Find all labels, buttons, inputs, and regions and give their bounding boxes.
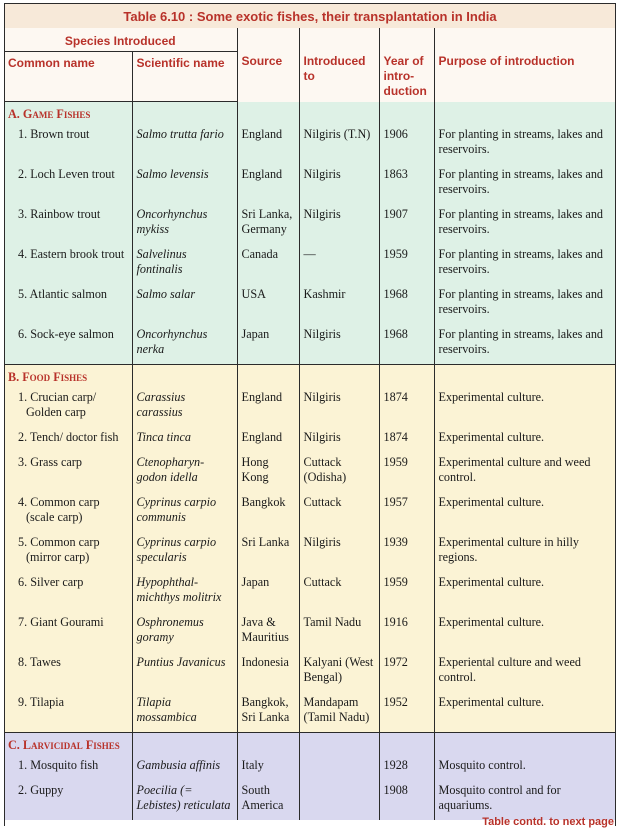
table-row [4,204,616,244]
common-name-cell: 8. Tawes [4,652,132,692]
source-cell: England [237,164,299,204]
source-cell: Japan [237,324,299,365]
header-row-top [4,28,616,52]
source-cell: Hong Kong [237,452,299,492]
scientific-name-cell: Tilapia mossambica [132,692,237,733]
empty-cell [299,102,379,125]
year-cell: 1968 [379,284,434,324]
continuation-note: Table contd. to next page [482,816,614,828]
section-header-row [4,102,616,125]
year-cell: 1906 [379,124,434,164]
table-row [4,427,616,452]
source-cell: Italy [237,755,299,780]
table-row [4,124,616,164]
scientific-name-cell: Ctenopharyn-godon idella [132,452,237,492]
scientific-name-cell: Tinca tinca [132,427,237,452]
table-row [4,452,616,492]
empty-cell [132,733,237,756]
table-row [4,532,616,572]
introduced-to-cell: Cuttack [299,492,379,532]
introduced-to-cell: Nilgiris [299,387,379,427]
table-row [4,612,616,652]
table-row [4,572,616,612]
scientific-name-cell: Poecilia (= Lebistes) reticulata [132,780,237,820]
scientific-name-cell: Oncorhynchus nerka [132,324,237,365]
purpose-header: Purpose of introduction [434,28,616,102]
scientific-name-cell: Carassius carassius [132,387,237,427]
purpose-cell: For planting in streams, lakes and reservoirs. [434,164,616,204]
introduced-to-cell: Nilgiris (T.N) [299,124,379,164]
section-header-row [4,733,616,756]
source-cell: England [237,387,299,427]
common-name-cell: 4. Eastern brook trout [4,244,132,284]
empty-cell [434,102,616,125]
introduced-to-cell: Nilgiris [299,204,379,244]
year-cell: 1908 [379,780,434,820]
source-cell: Sri Lanka [237,532,299,572]
introduced-to-cell: Mandapam (Tamil Nadu) [299,692,379,733]
purpose-cell: Experimental culture. [434,612,616,652]
introduced-to-cell: Nilgiris [299,164,379,204]
common-name-cell: 9. Tilapia [4,692,132,733]
source-cell: England [237,427,299,452]
section-title: A. Game Fishes [4,102,132,125]
table-row [4,244,616,284]
purpose-cell: Experimental culture. [434,572,616,612]
section-title: B. Food Fishes [4,365,132,388]
introduced-to-cell: Cuttack (Odisha) [299,452,379,492]
purpose-cell: For planting in streams, lakes and reservoirs. [434,124,616,164]
introduced-to-cell: Nilgiris [299,324,379,365]
purpose-cell: For planting in streams, lakes and reservoirs. [434,284,616,324]
source-cell: Sri Lanka, Germany [237,204,299,244]
introduced-to-cell [299,755,379,780]
purpose-cell: Experimental culture. [434,492,616,532]
exotic-fishes-table [4,28,616,820]
purpose-cell: Experimental culture. [434,387,616,427]
common-name-cell: 6. Sock-eye salmon [4,324,132,365]
introduced-to-cell: Nilgiris [299,532,379,572]
common-name-cell: 1. Mosquito fish [4,755,132,780]
year-cell: 1968 [379,324,434,365]
source-cell: South America [237,780,299,820]
empty-cell [132,365,237,388]
empty-cell [237,733,299,756]
purpose-cell: Mosquito control. [434,755,616,780]
introduced-to-cell [299,780,379,820]
table-row [4,755,616,780]
source-header: Source [237,28,299,102]
empty-cell [434,365,616,388]
scientific-name-cell: Puntius Javanicus [132,652,237,692]
common-name-cell: 7. Giant Gourami [4,612,132,652]
section-header-row [4,365,616,388]
species-introduced-header: Species Introduced [64,34,176,48]
table-row [4,652,616,692]
introduced-to-cell: — [299,244,379,284]
purpose-cell: For planting in streams, lakes and reservoirs. [434,244,616,284]
source-cell: Indonesia [237,652,299,692]
empty-cell [132,102,237,125]
purpose-cell: Experiental culture and weed control. [434,652,616,692]
source-cell: Java & Mauritius [237,612,299,652]
purpose-cell: Mosquito control and for aquariums. [434,780,616,820]
table-row [4,492,616,532]
year-cell: 1863 [379,164,434,204]
common-name-cell: 1. Brown trout [4,124,132,164]
year-cell: 1952 [379,692,434,733]
year-cell: 1916 [379,612,434,652]
purpose-cell: For planting in streams, lakes and reservoirs. [434,324,616,365]
scientific-name-cell: Gambusia affinis [132,755,237,780]
empty-cell [379,365,434,388]
scientific-name-cell: Oncorhynchus mykiss [132,204,237,244]
table-row [4,780,616,820]
source-cell: Japan [237,572,299,612]
table-row [4,387,616,427]
common-name-cell: 3. Grass carp [4,452,132,492]
common-name-header: Common name [4,52,132,102]
scientific-name-cell: Cyprinus carpio communis [132,492,237,532]
scientific-name-header: Scientific name [132,52,237,102]
purpose-cell: Experimental culture. [434,427,616,452]
introduced-to-cell: Cuttack [299,572,379,612]
scientific-name-cell: Cyprinus carpio specularis [132,532,237,572]
common-name-cell: 4. Common carp (scale carp) [4,492,132,532]
purpose-cell: For planting in streams, lakes and reservoirs. [434,204,616,244]
purpose-cell: Experimental culture in hilly regions. [434,532,616,572]
common-name-cell: 5. Atlantic salmon [4,284,132,324]
table-row [4,284,616,324]
year-cell: 1959 [379,452,434,492]
introduced-to-cell: Tamil Nadu [299,612,379,652]
table-row [4,324,616,365]
empty-cell [299,733,379,756]
table-title: Table 6.10 : Some exotic fishes, their transplantation in India [4,3,616,29]
common-name-cell: 2. Guppy [4,780,132,820]
scientific-name-cell: Salmo trutta fario [132,124,237,164]
scientific-name-cell: Salmo salar [132,284,237,324]
common-name-cell: 2. Loch Leven trout [4,164,132,204]
year-cell: 1928 [379,755,434,780]
introduced-to-header: Introduced to [299,28,379,102]
source-cell: Bangkok [237,492,299,532]
common-name-cell: 1. Crucian carp/ Golden carp [4,387,132,427]
empty-cell [379,102,434,125]
empty-cell [434,733,616,756]
table-body [4,102,616,821]
table-row [4,692,616,733]
source-cell: Canada [237,244,299,284]
common-name-cell: 2. Tench/ doctor fish [4,427,132,452]
year-header: Year of intro-duction [379,28,434,102]
year-cell: 1874 [379,387,434,427]
year-cell: 1959 [379,244,434,284]
empty-cell [299,365,379,388]
introduced-to-cell: Kalyani (West Bengal) [299,652,379,692]
introduced-to-cell: Nilgiris [299,427,379,452]
year-cell: 1959 [379,572,434,612]
scientific-name-cell: Salvelinus fontinalis [132,244,237,284]
year-cell: 1874 [379,427,434,452]
source-cell: England [237,124,299,164]
section-title: C. Larvicidal Fishes [4,733,132,756]
source-cell: Bangkok, Sri Lanka [237,692,299,733]
year-cell: 1972 [379,652,434,692]
common-name-cell: 3. Rainbow trout [4,204,132,244]
table-row [4,164,616,204]
scientific-name-cell: Hypophthal-michthys molitrix [132,572,237,612]
empty-cell [237,102,299,125]
purpose-cell: Experimental culture. [434,692,616,733]
common-name-cell: 6. Silver carp [4,572,132,612]
common-name-cell: 5. Common carp (mirror carp) [4,532,132,572]
empty-cell [379,733,434,756]
introduced-to-cell: Kashmir [299,284,379,324]
scientific-name-cell: Osphronemus goramy [132,612,237,652]
source-cell: USA [237,284,299,324]
purpose-cell: Experimental culture and weed control. [434,452,616,492]
year-cell: 1957 [379,492,434,532]
year-cell: 1907 [379,204,434,244]
scientific-name-cell: Salmo levensis [132,164,237,204]
year-cell: 1939 [379,532,434,572]
empty-cell [237,365,299,388]
